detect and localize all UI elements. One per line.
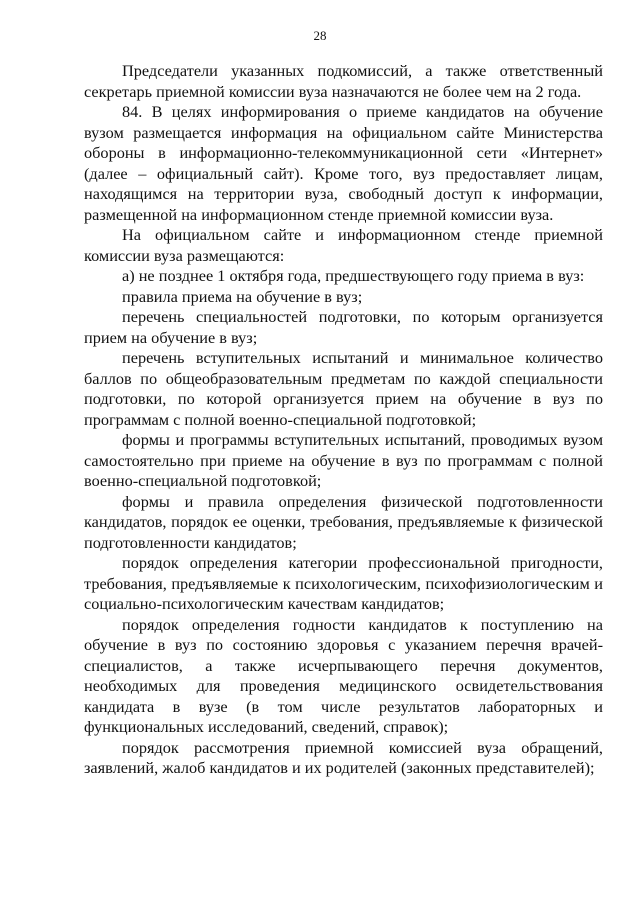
paragraph-84-information: 84. В целях информирования о приеме кандидатов на обучение вузом размещается информация на официальном сайте Министерства обороны в информационно-телекоммуникационной сети «Интернет» (далее – официальный сайт). Кроме того, вуз предоставляет лицам, находящимся на территории вуза, свободный доступ к информации, размещенной на информационном стенде приемной комиссии вуза. — [84, 102, 603, 224]
paragraph-item-a: а) не позднее 1 октября года, предшествующего году приема в вуз: — [122, 266, 585, 285]
paragraph-posted-intro: На официальном сайте и информационном стенде приемной комиссии вуза размещаются: — [84, 225, 603, 265]
paragraph-admission-rules: правила приема на обучение в вуз; — [122, 286, 363, 306]
paragraph-physical-fitness: формы и правила определения физической подготовленности кандидатов, порядок ее оценки, требования, предъявляемые к физической подготовленности кандидатов; — [84, 491, 603, 552]
paragraph-health-fitness: порядок определения годности кандидатов к поступлению на обучение в вуз по состоянию здоровья с указанием перечня врачей-специалистов, а также исчерпывающего перечня документов, необходимых для проведения медицинского освидетельствования кандидата в вузе (в том числе результатов лабораторных и функциональных исследований, сведений, справок); — [84, 614, 603, 736]
paragraph-chairmen-appointment: Председатели указанных подкомиссий, а также ответственный секретарь приемной комиссии вуза назначаются не более чем на 2 года. — [84, 61, 603, 101]
body-text — [84, 61, 603, 779]
paragraph-exam-forms-programs: формы и программы вступительных испытаний, проводимых вузом самостоятельно при приеме на обучение в вуз по программам с полной военно-специальной подготовкой; — [84, 430, 603, 490]
page-number: 28 — [313, 28, 327, 43]
paragraph-professional-suitability: порядок определения категории профессиональной пригодности, требования, предъявляемые к психологическим, психофизиологическим и социально-психологическим качествам кандидатов; — [84, 553, 603, 613]
paragraph-entrance-exams-list: перечень вступительных испытаний и минимальное количество баллов по общеобразовательным предметам по каждой специальности подготовки, по которой организуется прием на обучение в вуз по программам с полной военно-специальной подготовкой; — [84, 348, 603, 429]
paragraph-specialties-list: перечень специальностей подготовки, по которым организуется прием на обучение в вуз; — [84, 307, 603, 347]
paragraph-appeals-procedure: порядок рассмотрения приемной комиссией вуза обращений, заявлений, жалоб кандидатов и их родителей (законных представителей); — [84, 737, 603, 777]
